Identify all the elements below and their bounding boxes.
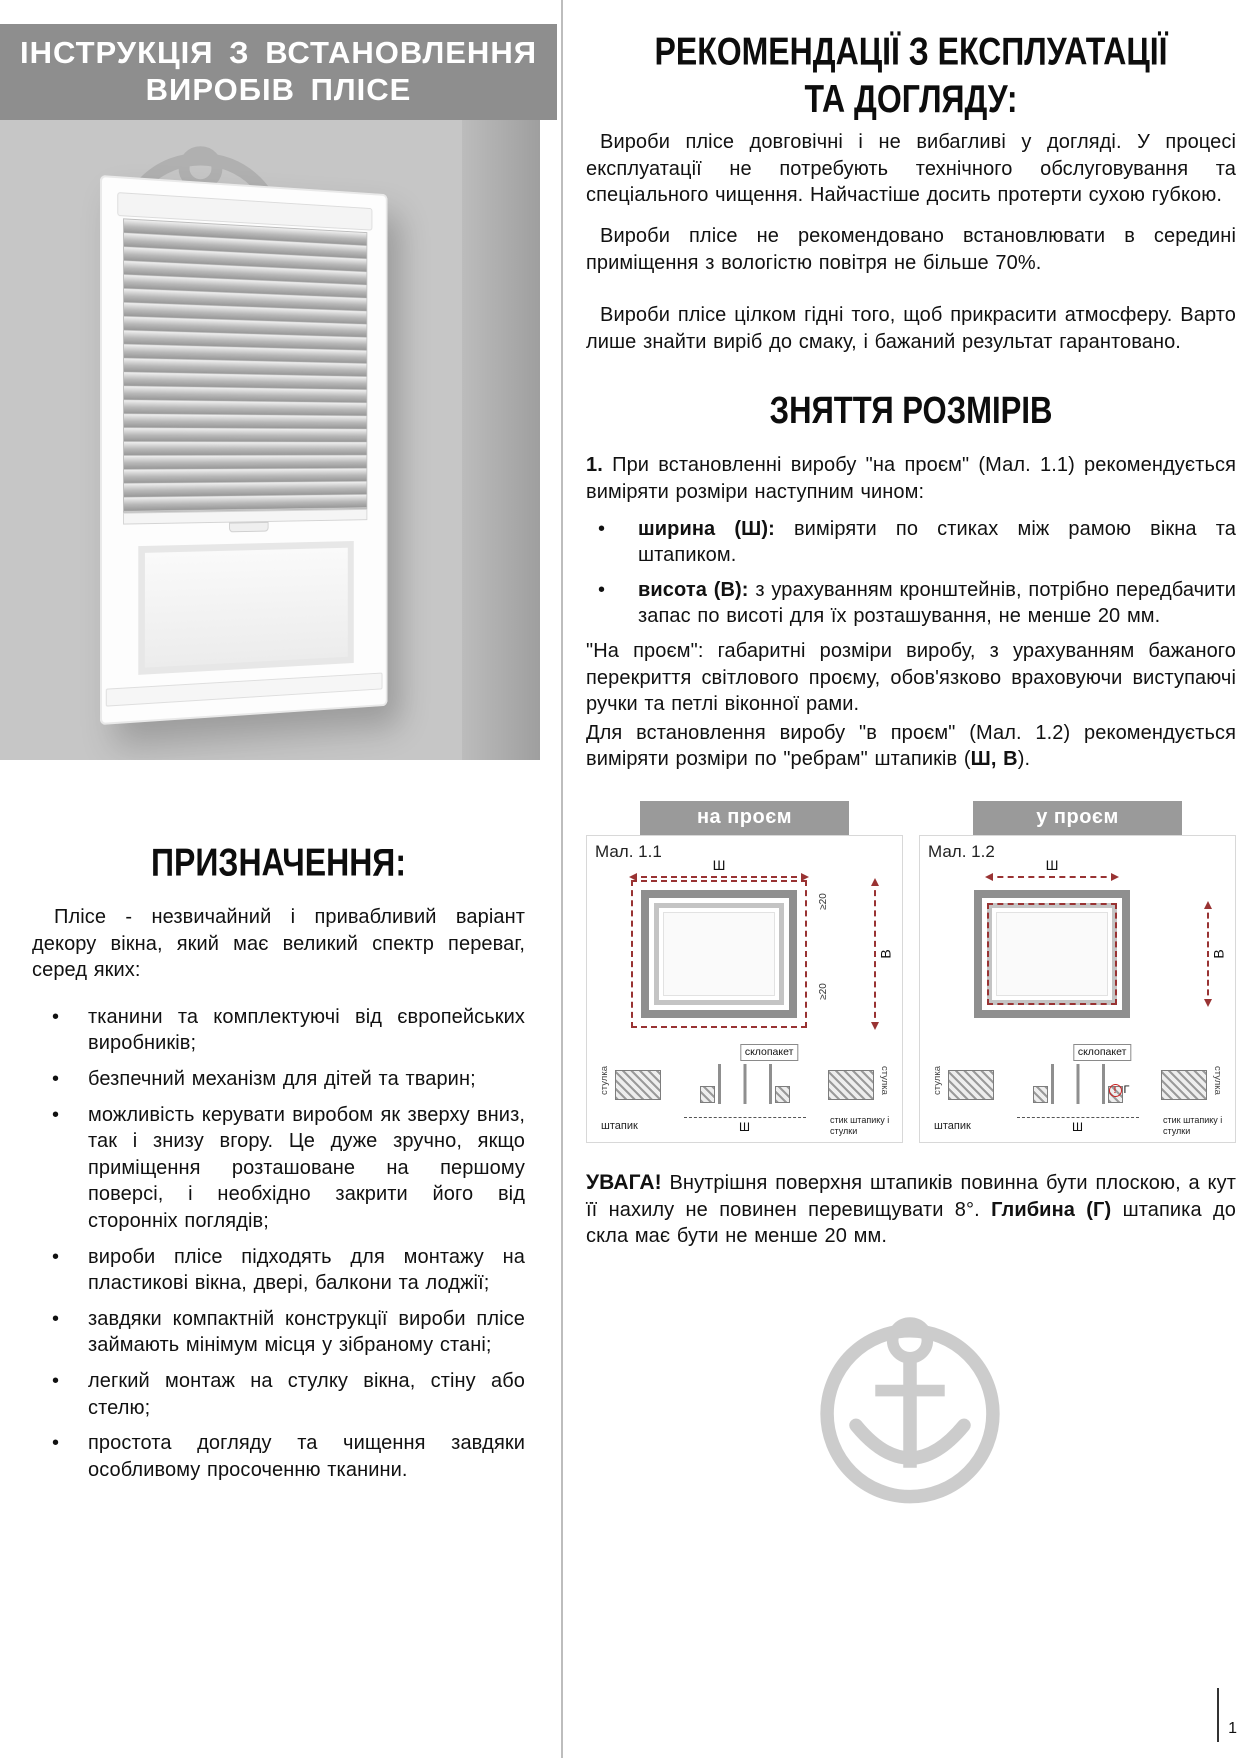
joint-label: стик штапику і стулки (830, 1115, 890, 1136)
sash-label-left: стулка (599, 1065, 610, 1095)
diagram-panel-u-proem (919, 801, 1236, 1143)
measuring-heading: ЗНЯТТЯ РОЗМІРІВ (769, 389, 1053, 432)
warning-text-2: штапика до скла має бути не менше 20 мм. (586, 1198, 1236, 1248)
panel-tab-na-proem: на проєм (640, 801, 849, 835)
care-heading (596, 28, 1227, 121)
cross-section-diagram (920, 1044, 1235, 1138)
sash-profile-right (1161, 1070, 1207, 1100)
purpose-bullet-item (32, 1244, 525, 1297)
care-heading-line2: ТА ДОГЛЯДУ: (804, 75, 1018, 120)
v-proem-bold: Ш, В (970, 748, 1018, 771)
window-glass (138, 541, 353, 675)
purpose-bullet-item (32, 1430, 525, 1483)
bullet-term: висота (В): (638, 578, 749, 601)
cross-section-width-label: Ш (739, 1119, 750, 1134)
sash-label-right: стулка (879, 1065, 890, 1095)
cross-section-diagram (587, 1044, 902, 1138)
height-dimension-line (1207, 903, 1227, 1005)
diagram-window-glass (663, 912, 775, 996)
pleated-blind-fabric (123, 218, 367, 512)
bead-left (700, 1086, 715, 1103)
purpose-bullet-item (32, 1066, 525, 1093)
measuring-bullet-item (586, 516, 1236, 569)
measuring-bullet-list (586, 516, 1236, 630)
warning-paragraph (586, 1169, 1236, 1250)
care-paragraph-2: Вироби плісе не рекомендовано встановлювати в середині приміщення з вологістю повітря не більше 70%. (586, 224, 1236, 274)
measuring-bullet-item (586, 577, 1236, 630)
step-number: 1. (586, 454, 603, 477)
figure-label: Мал. 1.1 (595, 841, 662, 861)
figure-label: Мал. 1.2 (928, 841, 995, 861)
window-diagram (920, 856, 1235, 1042)
brand-watermark-icon (812, 1298, 1008, 1514)
cross-section-width-line (1017, 1117, 1139, 1134)
bullet-text: можливість керувати виробом як зверху вниз, так і знизу вгору. Це дуже зручно, якщо приміщення розташоване на першому поверсі, і необхідно закрити його від сторонніх поглядів; (88, 1103, 525, 1232)
glass-unit-label: склопакет (740, 1044, 799, 1061)
cross-section-width-line (684, 1117, 806, 1134)
warning-label: УВАГА! (586, 1170, 662, 1194)
height-dimension-line (874, 880, 894, 1028)
bullet-text: тканини та комплектуючі від європейських виробників; (88, 1005, 525, 1055)
bullet-text: простота догляду та чищення завдяки особливому просоченню тканини. (88, 1432, 525, 1481)
left-column (0, 0, 557, 1492)
v-proem-paragraph (586, 720, 1236, 773)
bullet-term: ширина (Ш): (638, 517, 775, 540)
purpose-bullet-list (32, 1004, 525, 1484)
window-illustration (0, 120, 540, 760)
step-text: При встановленні виробу "на проєм" (Мал. 1.1) рекомендується виміряти розміри наступним чином: (586, 454, 1236, 503)
sash-label-right: стулка (1212, 1065, 1223, 1095)
purpose-heading: ПРИЗНАЧЕННЯ: (151, 840, 406, 884)
left-header-banner (0, 24, 557, 120)
panel-tab-u-proem: у проєм (973, 801, 1182, 835)
right-column (586, 28, 1236, 1250)
warning-bold: Глибина (Г) (991, 1198, 1112, 1221)
purpose-intro: Плісе - незвичайний і привабливий варіант декору вікна, який має великий спектр переваг, серед яких: (32, 906, 525, 982)
care-paragraph-3: Вироби плісе цілком гідні того, щоб прикрасити атмосферу. Варто лише знайти виріб до смаку, і бажаний результат гарантовано. (586, 304, 1236, 353)
margin-bottom-label: ≥20 (818, 983, 830, 1000)
width-dimension-label: Ш (1045, 856, 1059, 873)
diagram-window-frame (641, 890, 797, 1018)
window-diagram (587, 856, 902, 1042)
height-dimension-label: В (1210, 949, 1227, 959)
care-heading-line1: РЕКОМЕНДАЦІЇ З ЕКСПЛУАТАЦІЇ (654, 29, 1168, 73)
joint-label: стик штапику і стулки (1163, 1115, 1223, 1136)
sash-profile-left (615, 1070, 661, 1100)
warning-circle-icon: ! (1109, 1084, 1122, 1097)
wall-shadow (462, 120, 540, 760)
window-sill (106, 673, 383, 707)
panel-body-na-proem (586, 835, 903, 1143)
glass-unit-label: склопакет (1073, 1044, 1132, 1061)
banner-title-line2: ВИРОБІВ ПЛІСЕ (145, 72, 412, 107)
bullet-text: з урахуванням кронштейнів, потрібно передбачити запас по висоті для їх розташування, не менше 20 мм. (638, 578, 1236, 628)
margin-top-label: ≥20 (818, 893, 830, 910)
depth-label: Г (1123, 1084, 1130, 1097)
diagram-panels (586, 801, 1236, 1143)
diagram-panel-na-proem (586, 801, 903, 1143)
width-dimension-line (987, 856, 1117, 878)
bullet-text: легкий монтаж на стулку вікна, стіну або стелю; (88, 1369, 525, 1419)
bullet-text: безпечний механізм для дітей та тварин; (88, 1067, 476, 1090)
v-proem-text-2: ). (1017, 748, 1031, 771)
blind-handle (229, 522, 268, 532)
sash-profile-left (948, 1070, 994, 1100)
bullet-text: завдяки компактній конструкції вироби плісе займають мінімум місця у зібраному стані; (88, 1307, 525, 1357)
width-dimension-line (631, 856, 807, 878)
purpose-bullet-item (32, 1004, 525, 1057)
bead-label: штапик (601, 1119, 638, 1132)
na-proem-paragraph: "На проєм": габаритні розміри виробу, з урахуванням бажаного перекриття світлового проєму, обов'язково враховуючи виступаючі ручки та петлі віконної рами. (586, 639, 1236, 716)
bead-right (775, 1086, 790, 1103)
care-paragraph-1: Вироби плісе довговічні і не вибагливі у догляді. У процесі експлуатації не потребують технічного обслуговування та спеціального чищення. Найчастіше досить протерти сухою губкою. (586, 131, 1236, 207)
warning-text-1: Внутрішня поверхня штапиків повинна бути плоскою, а кут її нахилу не повинен перевищувати 8°. (586, 1171, 1236, 1221)
bead-left (1033, 1086, 1048, 1103)
sash-label-left: стулка (932, 1065, 943, 1095)
window-frame (100, 175, 387, 725)
glass-unit (718, 1064, 772, 1104)
v-proem-text-1: Для встановлення виробу "в проєм" (Мал. 1.2) рекомендується виміряти розміри по "ребрам" штапиків ( (586, 721, 1236, 771)
purpose-bullet-item (32, 1306, 525, 1359)
measuring-step-1 (586, 452, 1236, 505)
column-divider-rule (561, 0, 563, 1758)
page-number: 1 (1228, 1720, 1237, 1737)
panel-body-u-proem (919, 835, 1236, 1143)
depth-warning-mark (1109, 1084, 1130, 1097)
sash-profile-right (828, 1070, 874, 1100)
banner-title-line1: ІНСТРУКЦІЯ З ВСТАНОВЛЕННЯ (19, 35, 537, 71)
bullet-text: вироби плісе підходять для монтажу на пластикові вікна, двері, балкони та лоджії; (88, 1245, 525, 1295)
product-outline-dashed (987, 903, 1117, 1005)
purpose-bullet-item (32, 1102, 525, 1235)
diagram-window-sash (654, 903, 784, 1005)
width-dimension-label: Ш (712, 856, 726, 873)
purpose-bullet-item (32, 1368, 525, 1421)
cross-section-width-label: Ш (1072, 1119, 1083, 1134)
page-edge-rule (1217, 1688, 1219, 1742)
bead-label: штапик (934, 1119, 971, 1132)
glass-unit (1051, 1064, 1105, 1104)
height-dimension-label: В (877, 949, 894, 959)
bullet-text: виміряти по стиках між рамою вікна та штапиком. (638, 517, 1236, 567)
